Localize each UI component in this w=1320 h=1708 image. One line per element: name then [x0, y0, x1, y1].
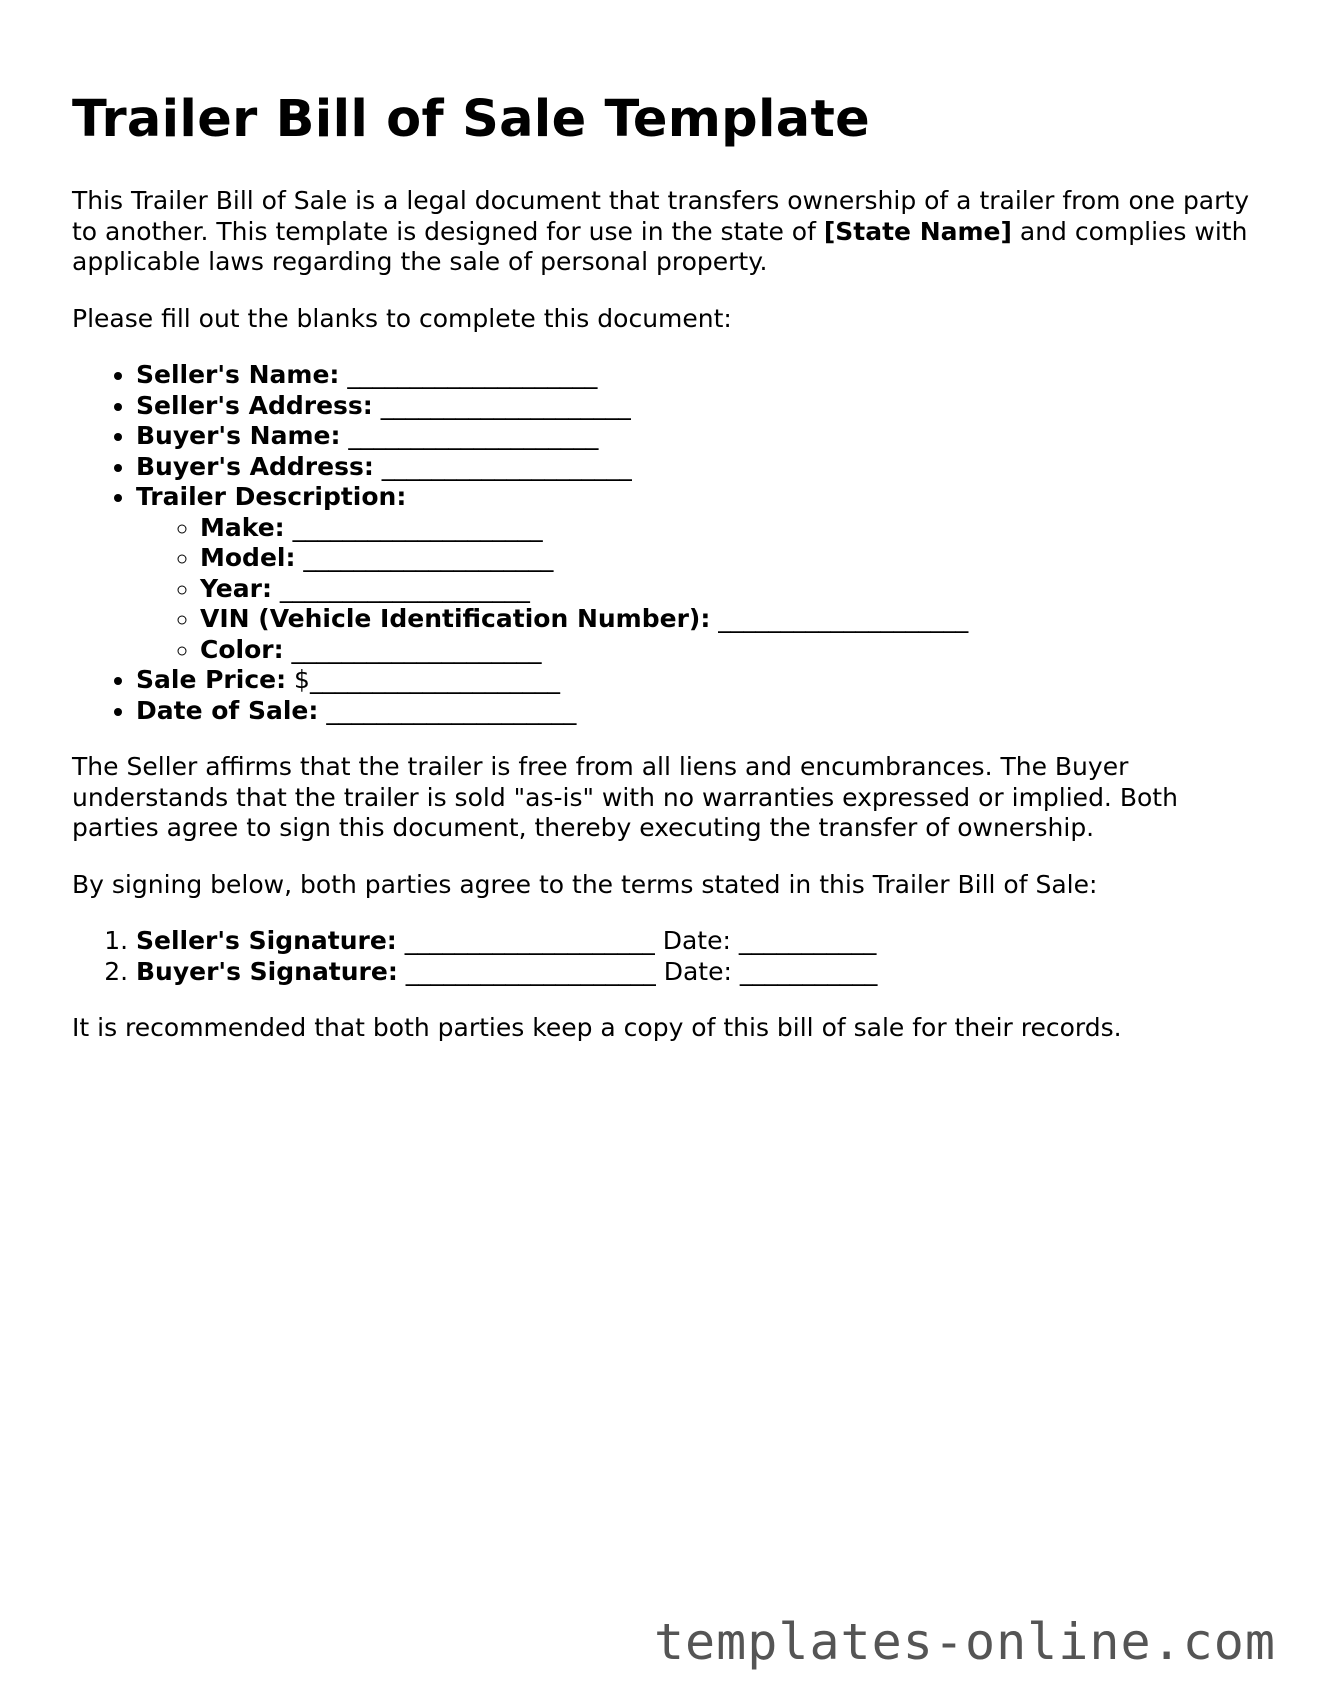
model-label: Model: [200, 543, 296, 572]
buyer-name-item [136, 421, 1252, 452]
model-item [200, 543, 1252, 574]
closing-paragraph: It is recommended that both parties keep a copy of this bill of sale for their records. [72, 1013, 1122, 1042]
model-blank[interactable]: ____________________ [295, 543, 554, 572]
document-title: Trailer Bill of Sale Template [72, 90, 871, 149]
make-blank[interactable]: ____________________ [284, 512, 543, 542]
buyer-signature-blank[interactable]: ____________________ Date: ___________ [397, 956, 878, 986]
seller-name-item [136, 360, 1252, 391]
buyer-name-blank[interactable]: ____________________ [340, 421, 599, 450]
seller-signature-label: Seller's Signature: [136, 926, 397, 955]
make-label: Make: [200, 512, 285, 542]
date-of-sale-blank[interactable]: ____________________ [318, 695, 577, 725]
fields-list [72, 360, 1252, 726]
date-of-sale-label: Date of Sale: [136, 695, 319, 725]
year-label: Year: [200, 573, 272, 603]
seller-signature-blank[interactable]: ____________________ Date: ___________ [396, 926, 877, 955]
trailer-description-sublist [136, 513, 1252, 666]
trailer-description-label: Trailer Description: [136, 482, 407, 511]
vin-label: VIN (Vehicle Identification Number): [200, 604, 711, 633]
buyer-name-label: Buyer's Name: [136, 421, 341, 450]
buyer-address-label: Buyer's Address: [136, 451, 374, 481]
buyer-signature-item [136, 957, 1252, 988]
seller-address-item [136, 391, 1252, 422]
trailer-description-item [136, 482, 1252, 665]
vin-blank[interactable]: ____________________ [710, 604, 969, 633]
year-blank[interactable]: ____________________ [271, 573, 530, 603]
sale-price-item [136, 665, 1252, 696]
state-name-placeholder: [State Name] [823, 216, 1012, 246]
buyer-address-item [136, 452, 1252, 483]
signatures-list [72, 926, 1252, 987]
vin-item [200, 604, 1252, 635]
intro-text-start: This Trailer Bill of Sale is a legal document that transfers ownership of a trailer from one party to another. This template is designed for use in the state of [72, 186, 1250, 246]
date-of-sale-item [136, 696, 1252, 727]
sale-price-label: Sale Price: [136, 665, 287, 694]
buyer-signature-label: Buyer's Signature: [136, 956, 398, 986]
color-label: Color: [200, 634, 284, 664]
signing-intro-paragraph: By signing below, both parties agree to the terms stated in this Trailer Bill of Sale: [72, 869, 1098, 899]
color-item [200, 635, 1252, 666]
instructions-paragraph: Please fill out the blanks to complete this document: [72, 303, 732, 333]
color-blank[interactable]: ____________________ [283, 634, 542, 664]
seller-name-label: Seller's Name: [136, 360, 340, 389]
seller-address-blank[interactable]: ____________________ [372, 390, 631, 420]
sale-price-blank[interactable]: $____________________ [286, 665, 560, 694]
affirmation-paragraph: The Seller affirms that the trailer is free from all liens and encumbrances. The Buyer understands that the trailer is sold "as-is" with no warranties expressed or implied. Both parties agree to sign this document, thereby executing the transfer of ownership. [72, 752, 1178, 842]
seller-signature-item [136, 926, 1252, 957]
year-item [200, 574, 1252, 605]
make-item [200, 513, 1252, 544]
watermark-text: templates-online.com [653, 1613, 1276, 1671]
intro-paragraph [72, 186, 1252, 278]
seller-name-blank[interactable]: ____________________ [339, 360, 598, 389]
buyer-address-blank[interactable]: ____________________ [373, 451, 632, 481]
document-page [72, 90, 1252, 1070]
intro-text-end: and complies with applicable laws regarding the sale of personal property. [72, 216, 1248, 276]
seller-address-label: Seller's Address: [136, 390, 373, 420]
